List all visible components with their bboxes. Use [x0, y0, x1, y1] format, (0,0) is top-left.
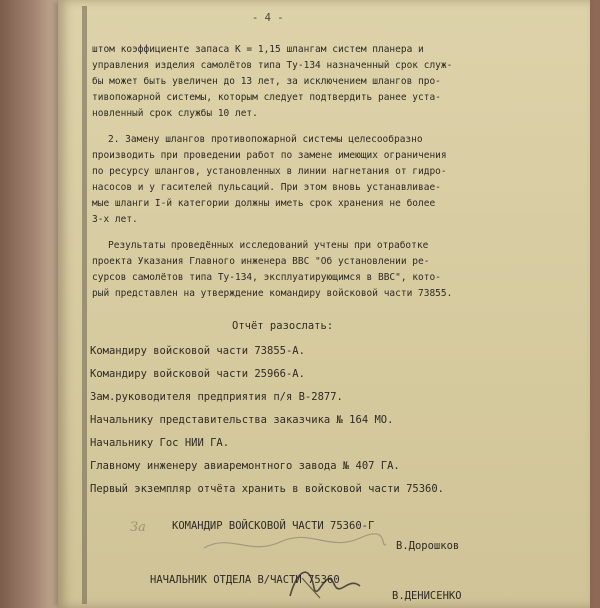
distribution-item: Начальнику Гос НИИ ГА. [90, 437, 230, 449]
book-edge [0, 0, 62, 608]
paragraph-1-line: управления изделия самолётов типа Ту-134 назначенный срок служ- [92, 60, 453, 71]
paragraph-2-line: 3-х лет. [92, 214, 138, 225]
distribution-title: Отчёт разослать: [232, 320, 334, 332]
distribution-item: Главному инженеру авиаремонтного завода № 407 ГА. [90, 460, 400, 472]
paragraph-3-line: проекта Указания Главного инженера ВВС "Об установлении ре- [92, 256, 430, 267]
distribution-item: Зам.руководителя предприятия п/я В-2877. [90, 391, 343, 403]
paragraph-2-line: насосов и у гасителей пульсаций. При этом вновь устанавливае- [92, 182, 441, 193]
signature-1-title: КОМАНДИР ВОЙСКОВОЙ ЧАСТИ 75360-Г [172, 520, 375, 532]
paragraph-3-line: рый представлен на утверждение командиру войсковой части 73855. [92, 288, 453, 299]
paragraph-3-line: сурсов самолётов типа Ту-134, эксплуатирующимся в ВВС", кото- [92, 272, 441, 283]
distribution-item: Начальнику представительства заказчика № 164 МО. [90, 414, 394, 426]
signature-2-title: НАЧАЛЬНИК ОТДЕЛА В/ЧАСТИ 75360 [150, 574, 340, 586]
paragraph-3-line: Результаты проведённых исследований учтены при отработке [108, 240, 429, 251]
paragraph-2-line: 2. Замену шлангов противопожарной системы целесообразно [108, 134, 423, 145]
distribution-item: Первый экземпляр отчёта хранить в войсковой части 75360. [90, 483, 445, 495]
paragraph-2-line: мые шланги I-й категории должны иметь срок хранения не более [92, 198, 436, 209]
signature-1-name: В.Дорошков [396, 540, 460, 552]
paragraph-2-line: производить при проведении работ по замене имеющих ограничения [92, 150, 447, 161]
paragraph-2-line: по ресурсу шлангов, установленных в линии нагнетания от гидро- [92, 166, 447, 177]
paragraph-1-line: тивопожарной системы, которым следует подтвердить ранее уста- [92, 92, 441, 103]
paragraph-1-line: бы может быть увеличен до 13 лет, за исключением шлангов про- [92, 76, 441, 87]
paragraph-1-line: новленный срок службы 10 лет. [92, 108, 258, 119]
signature-2-name: В.ДЕНИСЕНКО [392, 590, 462, 602]
binding-rule [82, 6, 87, 604]
handwritten-prefix: За [130, 520, 146, 535]
distribution-item: Командиру войсковой части 25966-А. [90, 368, 305, 380]
page-number: - 4 - [252, 12, 284, 24]
distribution-item: Командиру войсковой части 73855-А. [90, 345, 305, 357]
paragraph-1-line: штом коэффициенте запаса К = 1,15 шлангам систем планера и [92, 44, 424, 55]
